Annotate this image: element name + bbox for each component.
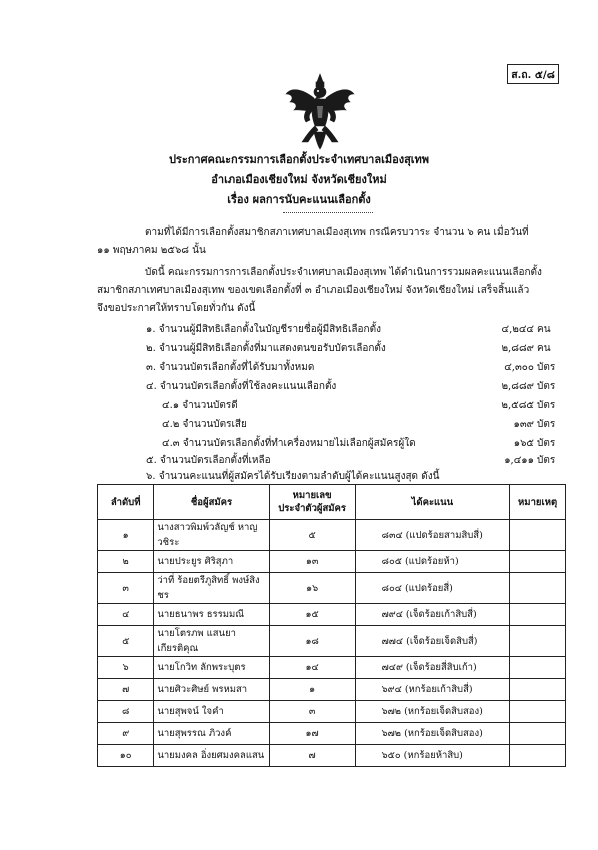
announcement-subject: เรื่อง ผลการนับคะแนนเลือกตั้ง — [227, 193, 371, 206]
cell-note — [510, 573, 566, 604]
summary-value: ๔,๓๐๐ — [504, 362, 534, 373]
cell-note — [510, 745, 566, 767]
summary-label: ๔. จำนวนบัตรเลือกตั้งที่ใช้ลงคะแนนเลือกตั้ง — [146, 381, 337, 392]
cell-name: นายสุพรรณ ภิวงค์ — [154, 723, 269, 745]
header-score: ได้คะแนน — [355, 485, 510, 520]
cell-name: นายมงคล อิ่งยศมงคลแสน — [154, 745, 269, 767]
summary-label: ๔.๓ จำนวนบัตรเลือกตั้งที่ทำเครื่องหมายไม่เลือกผู้สมัครผู้ใด — [162, 438, 416, 449]
cell-rank: ๑๐ — [98, 745, 154, 767]
summary-item — [0, 341, 598, 359]
header-rank: ลำดับที่ — [98, 485, 154, 520]
table-row — [98, 626, 566, 657]
cell-rank: ๗ — [98, 679, 154, 701]
cell-note — [510, 723, 566, 745]
header-number — [269, 485, 355, 520]
cell-note — [510, 551, 566, 573]
cell-rank: ๕ — [98, 626, 154, 657]
cell-note — [510, 701, 566, 723]
cell-rank: ๘ — [98, 701, 154, 723]
cell-name: นายสุพจน์ ใจคำ — [154, 701, 269, 723]
header-number-line-2: ประจำตัวผู้สมัคร — [278, 503, 346, 514]
summary-value: ๒,๘๘๙ — [501, 381, 534, 392]
summary-unit: คน — [537, 343, 551, 354]
cell-number: ๕ — [269, 520, 355, 551]
results-table — [97, 484, 566, 767]
cell-note — [510, 657, 566, 679]
cell-number: ๑๓ — [269, 551, 355, 573]
summary-value: ๔,๒๔๔ — [501, 324, 534, 335]
summary-unit: บัตร — [537, 362, 556, 373]
cell-score: ๖๗๒ (หกร้อยเจ็ดสิบสอง) — [355, 723, 510, 745]
summary-item — [0, 417, 598, 435]
table-row — [98, 723, 566, 745]
summary-unit: บัตร — [537, 455, 556, 466]
cell-name: นายศิวะศิษย์ พรหมสา — [154, 679, 269, 701]
table-row — [98, 679, 566, 701]
summary-item — [0, 436, 598, 454]
header-divider — [283, 212, 373, 213]
paragraph-2-line-1: บัดนี้ คณะกรรมการการเลือกตั้งประจำเทศบาลเมืองสุเทพ ได้ดำเนินการรวมผลคะแนนเลือกตั้ง — [145, 267, 542, 278]
table-row — [98, 657, 566, 679]
cell-note — [510, 626, 566, 657]
table-row — [98, 573, 566, 604]
cell-number: ๑๕ — [269, 604, 355, 626]
summary-value: ๑๓๙ — [513, 419, 534, 430]
cell-score: ๘๐๕ (แปดร้อยห้า) — [355, 551, 510, 573]
cell-number: ๑๘ — [269, 626, 355, 657]
cell-rank: ๓ — [98, 573, 154, 604]
summary-label: ๒. จำนวนผู้มีสิทธิเลือกตั้งที่มาแสดงตนขอรับบัตรเลือกตั้ง — [146, 343, 386, 354]
cell-number: ๑๗ — [269, 723, 355, 745]
cell-score: ๖๗๒ (หกร้อยเจ็ดสิบสอง) — [355, 701, 510, 723]
header-number-line-1: หมายเลข — [292, 490, 332, 501]
cell-rank: ๙ — [98, 723, 154, 745]
form-code-box: ส.ถ. ๕/๘ — [507, 64, 559, 84]
table-row — [98, 520, 566, 551]
announcement-location: อำเภอเมืองเชียงใหม่ จังหวัดเชียงใหม่ — [211, 173, 387, 186]
cell-number: ๓ — [269, 701, 355, 723]
cell-name: ว่าที่ ร้อยตรีภูสิทธิ์ พงษ์สิงชร — [154, 573, 269, 604]
cell-name: นายโตรภพ แสนยาเกียรติคุณ — [154, 626, 269, 657]
summary-label: ๑. จำนวนผู้มีสิทธิเลือกตั้งในบัญชีรายชื่อผู้มีสิทธิเลือกตั้ง — [146, 324, 381, 335]
summary-value: ๑๖๕ — [513, 438, 534, 449]
summary-item — [0, 398, 598, 416]
results-intro: ๖. จำนวนคะแนนที่ผู้สมัครได้รับเรียงตามลำดับผู้ได้คะแนนสูงสุด ดังนี้ — [146, 471, 440, 482]
cell-number: ๑๔ — [269, 657, 355, 679]
summary-unit: คน — [537, 324, 551, 335]
cell-number: ๗ — [269, 745, 355, 767]
summary-label: ๕. จำนวนบัตรเลือกตั้งที่เหลือ — [146, 455, 271, 466]
paragraph-2-line-3: จึงขอประกาศให้ทราบโดยทั่วกัน ดังนี้ — [97, 303, 256, 314]
cell-rank: ๔ — [98, 604, 154, 626]
summary-item — [0, 322, 598, 340]
cell-number: ๑๖ — [269, 573, 355, 604]
cell-note — [510, 520, 566, 551]
paragraph-1-line-2: ๑๑ พฤษภาคม ๒๕๖๘ นั้น — [97, 245, 206, 256]
table-row — [98, 551, 566, 573]
table-row — [98, 701, 566, 723]
summary-unit: บัตร — [537, 381, 556, 392]
summary-item — [0, 360, 598, 378]
cell-number: ๑ — [269, 679, 355, 701]
garuda-emblem-icon — [284, 72, 356, 150]
cell-score: ๘๐๔ (แปดร้อยสี่) — [355, 573, 510, 604]
summary-unit: บัตร — [537, 438, 556, 449]
results-header-row — [98, 485, 566, 520]
summary-unit: บัตร — [537, 400, 556, 411]
cell-score: ๗๙๔ (เจ็ดร้อยเก้าสิบสี่) — [355, 604, 510, 626]
cell-rank: ๖ — [98, 657, 154, 679]
cell-name: นายธนาพร ธรรมมณี — [154, 604, 269, 626]
header-note: หมายเหตุ — [510, 485, 566, 520]
announcement-title: ประกาศคณะกรรมการเลือกตั้งประจำเทศบาลเมืองสุเทพ — [168, 153, 430, 166]
cell-score: ๗๗๔ (เจ็ดร้อยเจ็ดสิบสี่) — [355, 626, 510, 657]
summary-item — [0, 379, 598, 397]
cell-name: นางสาวพิมพ์วลัญช์ หาญวชิระ — [154, 520, 269, 551]
summary-label: ๓. จำนวนบัตรเลือกตั้งที่ได้รับมาทั้งหมด — [146, 362, 315, 373]
header-name: ชื่อผู้สมัคร — [154, 485, 269, 520]
cell-rank: ๑ — [98, 520, 154, 551]
summary-value: ๑,๔๑๑ — [504, 455, 534, 466]
summary-label: ๔.๒ จำนวนบัตรเสีย — [162, 419, 247, 430]
summary-value: ๒,๕๘๕ — [501, 400, 534, 411]
table-row — [98, 745, 566, 767]
paragraph-2-line-2: สมาชิกสภาเทศบาลเมืองสุเทพ ของเขตเลือกตั้งที่ ๓ อำเภอเมืองเชียงใหม่ จังหวัดเชียงใหม่ เสร็จสิ้นแล้ว — [97, 285, 530, 296]
summary-label: ๔.๑ จำนวนบัตรดี — [162, 400, 238, 411]
summary-unit: บัตร — [537, 419, 556, 430]
cell-score: ๗๔๙ (เจ็ดร้อยสี่สิบเก้า) — [355, 657, 510, 679]
paragraph-1-line-1: ตามที่ได้มีการเลือกตั้งสมาชิกสภาเทศบาลเมืองสุเทพ กรณีครบวาระ จำนวน ๖ คน เมื่อวันที่ — [145, 227, 529, 238]
cell-rank: ๒ — [98, 551, 154, 573]
cell-note — [510, 604, 566, 626]
cell-name: นายโกวิท ลักพระบุตร — [154, 657, 269, 679]
table-row — [98, 604, 566, 626]
cell-score: ๘๓๔ (แปดร้อยสามสิบสี่) — [355, 520, 510, 551]
cell-score: ๖๙๔ (หกร้อยเก้าสิบสี่) — [355, 679, 510, 701]
cell-name: นายประยูร ศิริสุภา — [154, 551, 269, 573]
cell-note — [510, 679, 566, 701]
cell-score: ๖๕๐ (หกร้อยห้าสิบ) — [355, 745, 510, 767]
summary-value: ๒,๘๘๙ — [501, 343, 534, 354]
